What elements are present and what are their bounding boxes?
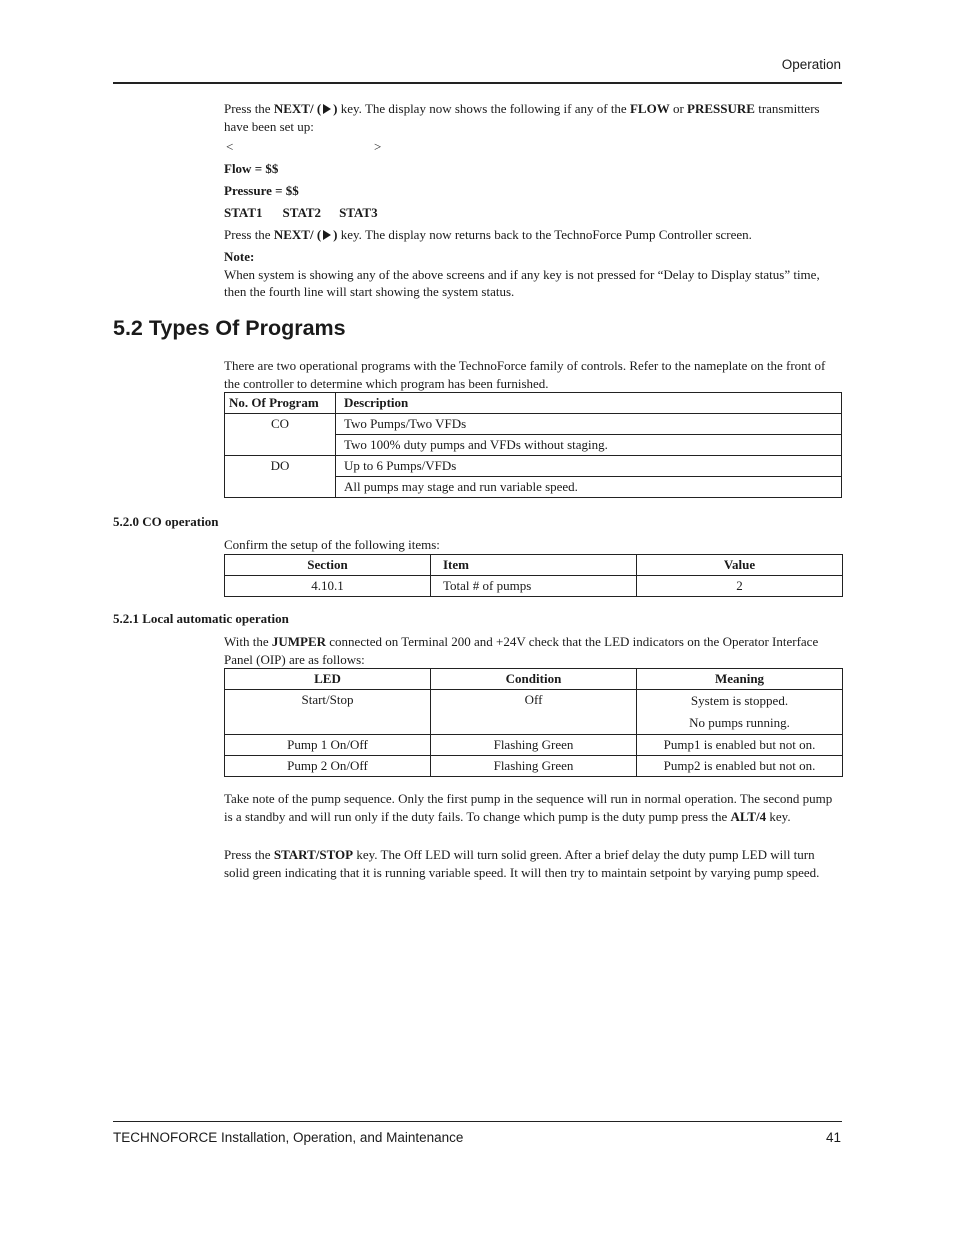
play-triangle-icon bbox=[323, 230, 331, 240]
table-row: 4.10.1 Total # of pumps 2 bbox=[225, 576, 843, 597]
led-table: LED Condition Meaning Start/Stop Off System is stopped. No pumps running. Pump 1 On/Off Flashing Green Pump1 is enabled but not on. Pump 2 On/Off Flashing Green Pump2 is enabled but not on. bbox=[224, 668, 843, 777]
co-operation-paragraph: Confirm the setup of the following items: bbox=[224, 537, 440, 552]
footer-title: TECHNOFORCE Installation, Operation, and Maintenance bbox=[113, 1130, 464, 1145]
note-label: Note: bbox=[224, 249, 255, 264]
pump-sequence-paragraph: Take note of the pump sequence. Only the first pump in the sequence will run in normal operation. The second pump is a standby and will run only if the duty fails. To change which pump is the duty pump press the ALT/4 key. bbox=[224, 791, 833, 824]
table-row: Two 100% duty pumps and VFDs without staging. bbox=[225, 435, 842, 456]
section-heading-5-2-1: 5.2.1 Local automatic operation bbox=[113, 611, 289, 626]
section-heading-5-2-0: 5.2.0 CO operation bbox=[113, 514, 219, 529]
display-stat-line: STAT1 STAT2 STAT3 bbox=[224, 205, 378, 220]
play-triangle-icon bbox=[323, 104, 331, 114]
footer-rule bbox=[113, 1121, 842, 1122]
co-table-wrapper bbox=[224, 554, 842, 597]
table-row: All pumps may stage and run variable speed. bbox=[225, 477, 842, 498]
page-number: 41 bbox=[825, 1130, 841, 1145]
table-row: Pump 1 On/Off Flashing Green Pump1 is enabled but not on. bbox=[225, 735, 843, 756]
note-block bbox=[224, 248, 842, 301]
display-flow-line: Flow = $$ bbox=[224, 161, 279, 176]
running-header: Operation bbox=[781, 57, 841, 72]
programs-table-wrapper bbox=[224, 392, 842, 498]
intro-paragraph-2: Press the NEXT/ ( ) key. The display now returns back to the TechnoForce Pump Controller screen. bbox=[224, 227, 752, 242]
header-rule bbox=[113, 82, 842, 84]
intro-block bbox=[224, 100, 842, 135]
table-row: DO Up to 6 Pumps/VFDs bbox=[225, 456, 842, 477]
section-heading-5-2: 5.2 Types Of Programs bbox=[113, 316, 346, 340]
table-row: Pump 2 On/Off Flashing Green Pump2 is enabled but not on. bbox=[225, 756, 843, 777]
start-stop-paragraph: Press the START/STOP key. The Off LED will turn solid green. After a brief delay the duty pump LED will turn solid green indicating that it is running variable speed. It will then try to maintain setpoint by varying pump speed. bbox=[224, 847, 820, 880]
table-row: Start/Stop Off System is stopped. No pumps running. bbox=[225, 690, 843, 735]
led-table-wrapper bbox=[224, 668, 842, 777]
programs-table bbox=[224, 392, 842, 498]
note-text: When system is showing any of the above screens and if any key is not pressed for “Delay to Display status” time, then the fourth line will start showing the system status. bbox=[224, 266, 820, 299]
programs-header-no: No. Of Program bbox=[225, 393, 336, 414]
table-row: CO Two Pumps/Two VFDs bbox=[225, 414, 842, 435]
display-pressure-line: Pressure = $$ bbox=[224, 183, 299, 198]
intro-paragraph-1: Press the NEXT/ ( ) key. The display now shows the following if any of the FLOW or PRESSURE transmitters have been set up: bbox=[224, 101, 820, 134]
programs-header-desc: Description bbox=[336, 393, 842, 414]
programs-paragraph: There are two operational programs with the TechnoForce family of controls. Refer to the nameplate on the front of the controller to determine which program has been furnished. bbox=[224, 358, 826, 391]
display-angle-line: < > bbox=[226, 139, 382, 154]
co-table: Section Item Value 4.10.1 Total # of pumps 2 bbox=[224, 554, 843, 597]
local-auto-paragraph: With the JUMPER connected on Terminal 200 and +24V check that the LED indicators on the Operator Interface Panel (OIP) are as follows: bbox=[224, 634, 819, 667]
